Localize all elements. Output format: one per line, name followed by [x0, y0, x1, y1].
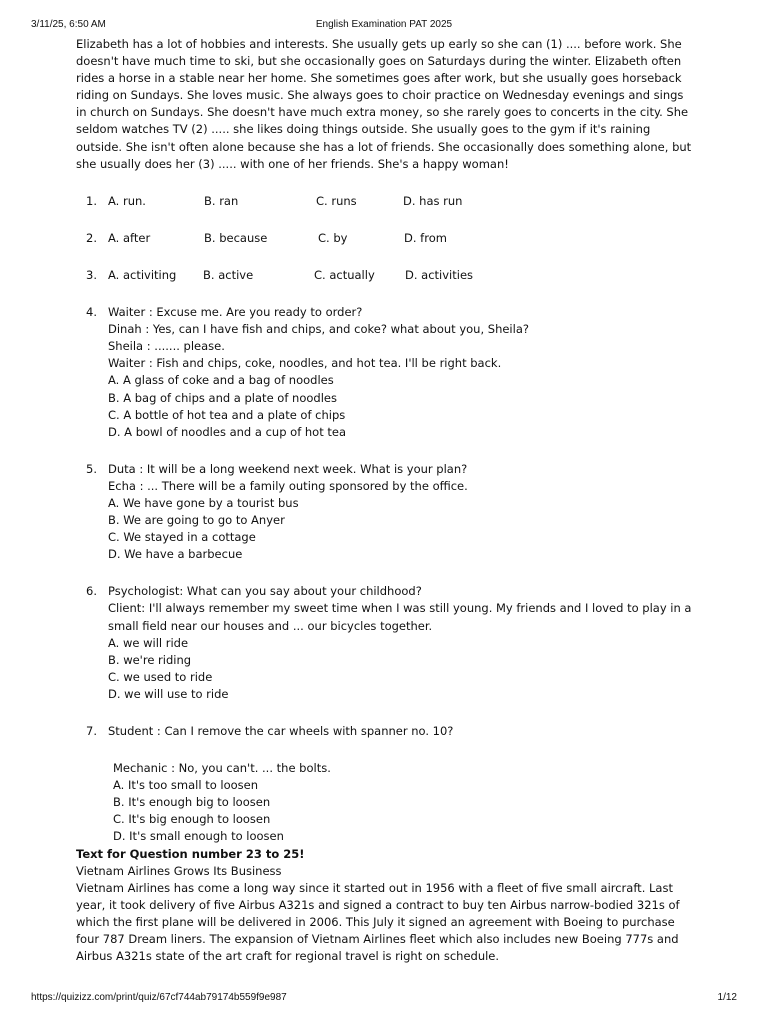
question-3 [76, 267, 696, 284]
option-c: C. A bottle of hot tea and a plate of chips [108, 407, 346, 422]
section-heading: Text for Question number 23 to 25! [76, 846, 305, 861]
option-b: B. We are going to go to Anyer [108, 513, 285, 528]
option-a: A. we will ride [108, 635, 189, 650]
dialogue-line: Echa : ... There will be a family outing sponsored by the office. [108, 478, 468, 493]
print-date: 3/11/25, 6:50 AM [31, 19, 106, 30]
option-c: C. actually [314, 267, 375, 282]
option-c: C. It's big enough to loosen [113, 812, 271, 827]
dialogue-line: Waiter : Excuse me. Are you ready to order? [108, 305, 363, 320]
option-d: D. activities [405, 267, 474, 282]
option-a: A. It's too small to loosen [113, 778, 259, 793]
article-text: Vietnam Airlines has come a long way since it started out in 1956 with a fleet of five small aircraft. Last year, it took delivery of five Airbus A321s and signed a contract to buy ten Airbus narrow-bodied 321s of which the first plane will be delivered in 2006. This July it signed an agreement with Boeing to purchase four 787 Dream liners. The expansion of Vietnam Airlines fleet which also includes new Boeing 777s and Airbus A321s state of the art craft for regional travel is right on schedule. [76, 880, 680, 964]
dialogue-line: Duta : It will be a long weekend next week. What is your plan? [108, 461, 468, 476]
exam-content [76, 36, 696, 965]
question-5 [76, 461, 696, 564]
document-title: English Examination PAT 2025 [315, 19, 453, 30]
option-d: D. It's small enough to loosen [113, 829, 284, 844]
question-number: 4. [86, 305, 97, 320]
reading-passage: Elizabeth has a lot of hobbies and interests. She usually gets up early so she can (1) .... before work. She doesn't have much time to ski, but she occasionally goes on Saturdays during the winter. Elizabeth often rides a horse in a stable near her home. She sometimes goes after work, but she usually goes horseback riding on Sundays. She loves music. She always goes to choir practice on Wednesday evenings and sings in church on Sundays. She doesn't have much extra money, so she rarely goes to concerts in the city. She seldom watches TV (2) ..... she likes doing things outside. She usually goes to the gym if it's raining outside. She isn't often alone because she has a lot of friends. She occasionally does something alone, but she usually does her (3) ..... with one of her friends. She's a happy woman! [76, 37, 692, 171]
option-d: D. we will use to ride [108, 686, 229, 701]
option-d: D. We have a barbecue [108, 547, 243, 562]
page-url: https://quizizz.com/print/quiz/67cf744ab79174b559f9e987 [31, 992, 287, 1003]
dialogue-line: Dinah : Yes, can I have fish and chips, and coke? what about you, Sheila? [108, 322, 529, 337]
option-d: D. has run [403, 193, 463, 208]
dialogue-line: Client: I'll always remember my sweet time when I was still young. My friends and I loved to play in a small field near our houses and ... our bicycles together. [108, 601, 692, 633]
option-b: B. A bag of chips and a plate of noodles [108, 390, 337, 405]
option-b: B. because [204, 230, 268, 245]
question-number: 7. [86, 724, 97, 738]
option-b: B. active [203, 267, 254, 282]
question-1 [76, 193, 696, 210]
question-number: 6. [86, 584, 97, 599]
question-4 [76, 304, 696, 441]
article-title: Vietnam Airlines Grows Its Business [76, 863, 282, 878]
option-a: A. run. [108, 193, 146, 208]
option-b: B. we're riding [108, 652, 192, 667]
option-c: C. by [318, 230, 348, 245]
dialogue-line: Student : Can I remove the car wheels with spanner no. 10? [108, 724, 454, 738]
option-d: D. from [404, 230, 447, 245]
dialogue-line: Psychologist: What can you say about your childhood? [108, 584, 422, 599]
question-number: 1. [86, 193, 97, 208]
option-a: A. activiting [108, 267, 177, 282]
option-c: C. we used to ride [108, 669, 213, 684]
question-2 [76, 230, 696, 247]
option-b: B. It's enough big to loosen [113, 795, 271, 810]
dialogue-line: Waiter : Fish and chips, coke, noodles, and hot tea. I'll be right back. [108, 356, 502, 371]
option-a: A. after [108, 230, 151, 245]
question-7 [76, 723, 696, 846]
option-a: A. A glass of coke and a bag of noodles [108, 373, 334, 388]
question-number: 5. [86, 461, 97, 476]
question-6 [76, 583, 696, 703]
option-c: C. runs [316, 193, 357, 208]
dialogue-line: Sheila : ....... please. [108, 339, 225, 354]
page-number: 1/12 [717, 992, 737, 1003]
option-a: A. We have gone by a tourist bus [108, 495, 299, 510]
option-c: C. We stayed in a cottage [108, 530, 256, 545]
dialogue-line: Mechanic : No, you can't. ... the bolts. [113, 761, 331, 776]
option-b: B. ran [204, 193, 239, 208]
option-d: D. A bowl of noodles and a cup of hot tea [108, 424, 347, 439]
question-number: 3. [86, 267, 97, 282]
question-number: 2. [86, 230, 97, 245]
